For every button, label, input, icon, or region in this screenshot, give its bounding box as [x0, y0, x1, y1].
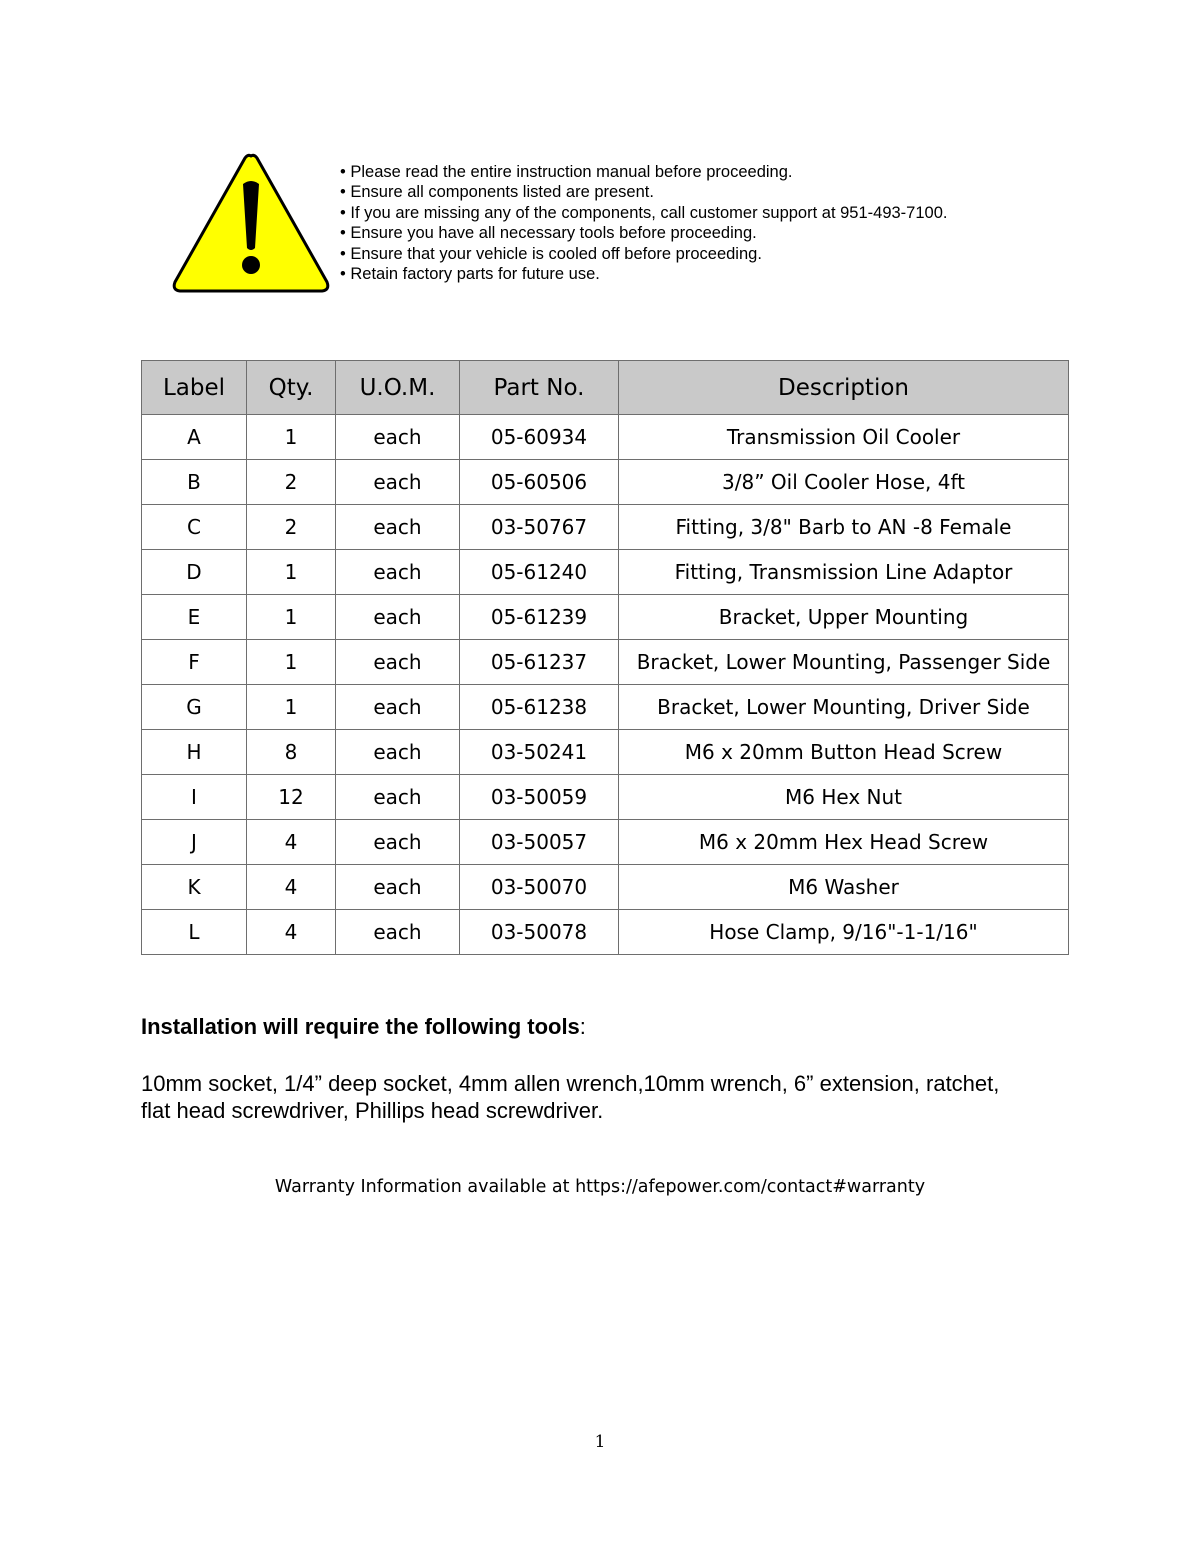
parts-table-body: [142, 415, 1069, 955]
cell-label: J: [142, 820, 247, 865]
cell-description: Fitting, 3/8" Barb to AN -8 Female: [619, 505, 1069, 550]
cell-part-no: 05-61239: [460, 595, 619, 640]
tools-heading-text: Installation will require the following tools: [141, 1014, 580, 1039]
table-row: [142, 640, 1069, 685]
cell-qty: 1: [247, 415, 336, 460]
warranty-info: Warranty Information available at https://afepower.com/contact#warranty: [274, 1177, 926, 1197]
cell-uom: each: [336, 460, 460, 505]
cell-description: M6 x 20mm Hex Head Screw: [619, 820, 1069, 865]
table-header-row: [142, 361, 1069, 415]
cell-part-no: 03-50057: [460, 820, 619, 865]
warning-block: [170, 152, 1070, 297]
cell-qty: 4: [247, 820, 336, 865]
warning-list: [340, 162, 947, 284]
cell-part-no: 05-60934: [460, 415, 619, 460]
warning-item: • Ensure you have all necessary tools before proceeding.: [340, 223, 947, 243]
cell-label: A: [142, 415, 247, 460]
cell-uom: each: [336, 775, 460, 820]
cell-uom: each: [336, 505, 460, 550]
page-number: 1: [594, 1432, 606, 1452]
warning-item: • Ensure all components listed are present.: [340, 182, 947, 202]
cell-qty: 1: [247, 685, 336, 730]
table-row: [142, 460, 1069, 505]
table-row: [142, 865, 1069, 910]
cell-part-no: 05-61240: [460, 550, 619, 595]
cell-description: Bracket, Lower Mounting, Passenger Side: [619, 640, 1069, 685]
table-row: [142, 550, 1069, 595]
cell-description: 3/8” Oil Cooler Hose, 4ft: [619, 460, 1069, 505]
cell-uom: each: [336, 640, 460, 685]
parts-table: [141, 360, 1069, 955]
cell-label: E: [142, 595, 247, 640]
warning-triangle-icon: [170, 152, 332, 294]
warning-item: • If you are missing any of the components, call customer support at 951-493-7100.: [340, 203, 947, 223]
cell-qty: 2: [247, 460, 336, 505]
cell-part-no: 03-50241: [460, 730, 619, 775]
cell-uom: each: [336, 910, 460, 955]
tools-list-text: 10mm socket, 1/4” deep socket, 4mm allen wrench,10mm wrench, 6” extension, ratchet, flat head screwdriver, Phillips head screwdriver.: [141, 1071, 1000, 1123]
column-header-qty: Qty.: [247, 361, 336, 415]
table-row: [142, 685, 1069, 730]
table-row: [142, 775, 1069, 820]
tools-heading: [141, 1014, 586, 1040]
table-row: [142, 820, 1069, 865]
table-row: [142, 415, 1069, 460]
cell-uom: each: [336, 550, 460, 595]
cell-description: M6 x 20mm Button Head Screw: [619, 730, 1069, 775]
cell-qty: 1: [247, 640, 336, 685]
cell-description: Bracket, Lower Mounting, Driver Side: [619, 685, 1069, 730]
column-header-uom: U.O.M.: [336, 361, 460, 415]
cell-qty: 1: [247, 595, 336, 640]
cell-qty: 8: [247, 730, 336, 775]
cell-part-no: 05-61237: [460, 640, 619, 685]
cell-part-no: 03-50070: [460, 865, 619, 910]
cell-description: M6 Hex Nut: [619, 775, 1069, 820]
table-row: [142, 730, 1069, 775]
warning-item: • Ensure that your vehicle is cooled off before proceeding.: [340, 244, 947, 264]
cell-description: M6 Washer: [619, 865, 1069, 910]
column-header-label: Label: [142, 361, 247, 415]
cell-qty: 2: [247, 505, 336, 550]
cell-label: G: [142, 685, 247, 730]
cell-label: C: [142, 505, 247, 550]
table-row: [142, 910, 1069, 955]
cell-label: L: [142, 910, 247, 955]
warning-item: • Retain factory parts for future use.: [340, 264, 947, 284]
cell-part-no: 05-60506: [460, 460, 619, 505]
cell-qty: 1: [247, 550, 336, 595]
cell-label: H: [142, 730, 247, 775]
cell-description: Hose Clamp, 9/16"-1-1/16": [619, 910, 1069, 955]
table-row: [142, 595, 1069, 640]
table-row: [142, 505, 1069, 550]
cell-qty: 4: [247, 910, 336, 955]
cell-part-no: 03-50078: [460, 910, 619, 955]
cell-uom: each: [336, 595, 460, 640]
warning-item: • Please read the entire instruction manual before proceeding.: [340, 162, 947, 182]
cell-description: Bracket, Upper Mounting: [619, 595, 1069, 640]
tools-heading-colon: :: [579, 1014, 586, 1039]
cell-qty: 12: [247, 775, 336, 820]
cell-part-no: 05-61238: [460, 685, 619, 730]
column-header-part-no: Part No.: [460, 361, 619, 415]
cell-description: Fitting, Transmission Line Adaptor: [619, 550, 1069, 595]
cell-label: K: [142, 865, 247, 910]
cell-uom: each: [336, 415, 460, 460]
cell-uom: each: [336, 730, 460, 775]
cell-part-no: 03-50059: [460, 775, 619, 820]
cell-description: Transmission Oil Cooler: [619, 415, 1069, 460]
cell-uom: each: [336, 865, 460, 910]
cell-uom: each: [336, 685, 460, 730]
cell-uom: each: [336, 820, 460, 865]
cell-part-no: 03-50767: [460, 505, 619, 550]
cell-label: D: [142, 550, 247, 595]
cell-qty: 4: [247, 865, 336, 910]
cell-label: I: [142, 775, 247, 820]
cell-label: F: [142, 640, 247, 685]
column-header-description: Description: [619, 361, 1069, 415]
cell-label: B: [142, 460, 247, 505]
